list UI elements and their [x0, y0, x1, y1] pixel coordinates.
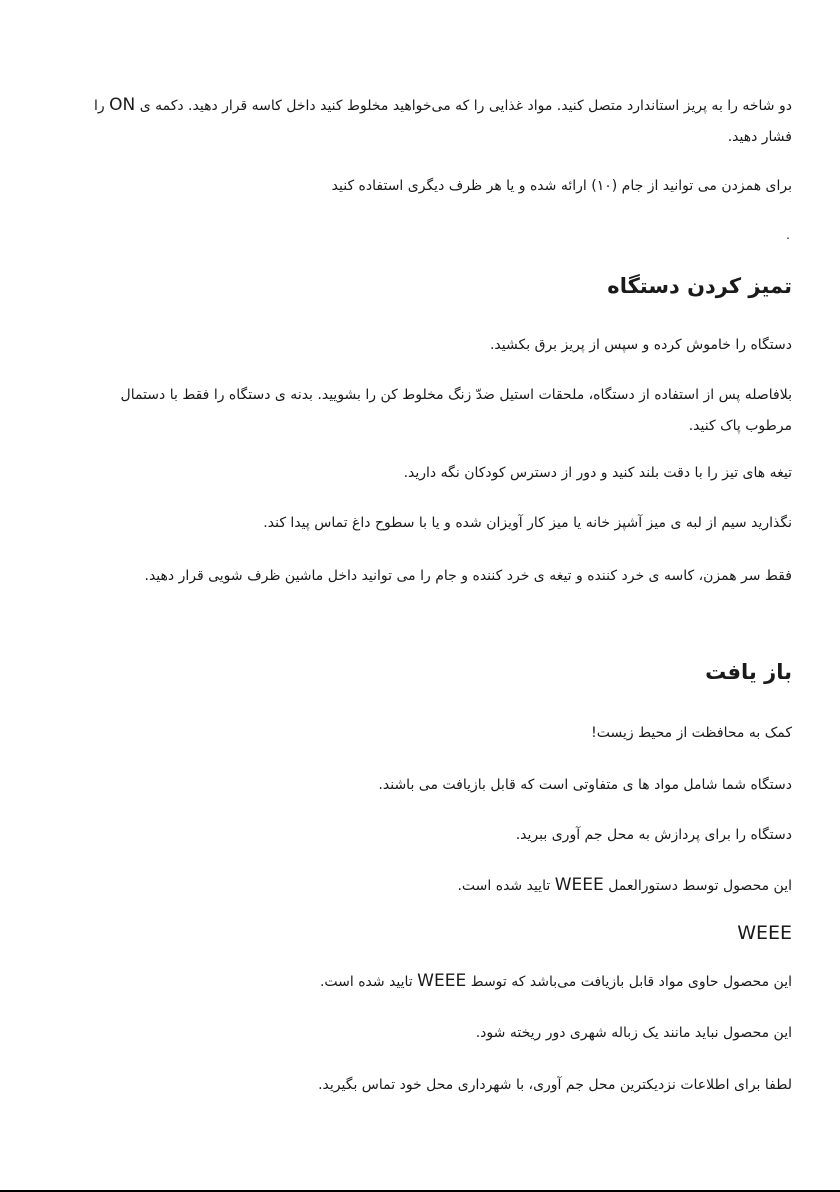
- weee-heading: WEEE: [737, 922, 792, 944]
- recycling-heading: باز یافت: [705, 660, 792, 684]
- cleaning-item: نگذارید سیم از لبه ی میز آشپز خانه یا میز کار آویزان شده و یا با سطوح داغ تماس پیدا کند.: [263, 515, 792, 531]
- cleaning-item: تیغه های تیز را با دقت بلند کنید و دور از دسترس کودکان نگه دارید.: [403, 465, 792, 481]
- stray-dot: .: [786, 228, 790, 242]
- weee-code: WEEE: [554, 875, 604, 895]
- recycling-item: دستگاه را برای پردازش به محل جم آوری ببرید.: [515, 827, 792, 843]
- weee-line-3: لطفا برای اطلاعات نزدیکترین محل جم آوری، با شهرداری محل خود تماس بگیرید.: [318, 1077, 792, 1093]
- weee-line-2: این محصول نباید مانند یک زباله شهری دور ریخته شود.: [475, 1025, 792, 1041]
- recycling-item: دستگاه شما شامل مواد ها ی متفاوتی است که قابل بازیافت می باشند.: [378, 777, 792, 793]
- weee-line-1-after: تایید شده است.: [319, 974, 413, 990]
- cleaning-item: بلافاصله پس از استفاده از دستگاه، ملحقات استیل ضدّ زنگ مخلوط کن را بشویید. بدنه ی دستگاه را فقط با دستمال مرطوب پاک کنید.: [120, 387, 792, 434]
- on-button-label: ON: [109, 95, 136, 115]
- cleaning-heading: تمیز کردن دستگاه: [607, 274, 792, 298]
- cleaning-item: دستگاه را خاموش کرده و سپس از پریز برق بکشید.: [489, 337, 792, 353]
- recycling-item: کمک به محافظت از محیط زیست!: [591, 725, 792, 741]
- intro-paragraph-1: [72, 90, 792, 153]
- intro-text-before: دو شاخه را به پریز استاندارد متصل کنید. مواد غذایی را که می‌خواهید مخلوط کنید داخل کاسه قرار دهید. دکمه ی: [139, 98, 792, 114]
- weee-line-1: [72, 966, 792, 998]
- cleaning-item: فقط سر همزن، کاسه ی خرد کننده و تیغه ی خرد کننده و جام را می توانید داخل ماشین ظرف شویی قرار دهید.: [144, 568, 792, 584]
- intro-text-after: را فشار دهید.: [94, 98, 792, 145]
- intro-paragraph-2: برای همزدن می توانید از جام (۱۰) ارائه شده و یا هر ظرف دیگری استفاده کنید: [331, 178, 792, 194]
- weee-line-before: این محصول توسط دستورالعمل: [608, 878, 792, 894]
- weee-code: WEEE: [417, 971, 467, 991]
- recycling-weee-line: [72, 870, 792, 902]
- weee-line-after: تایید شده است.: [457, 878, 551, 894]
- weee-line-1-before: این محصول حاوی مواد قابل بازیافت می‌باشد که توسط: [470, 974, 792, 990]
